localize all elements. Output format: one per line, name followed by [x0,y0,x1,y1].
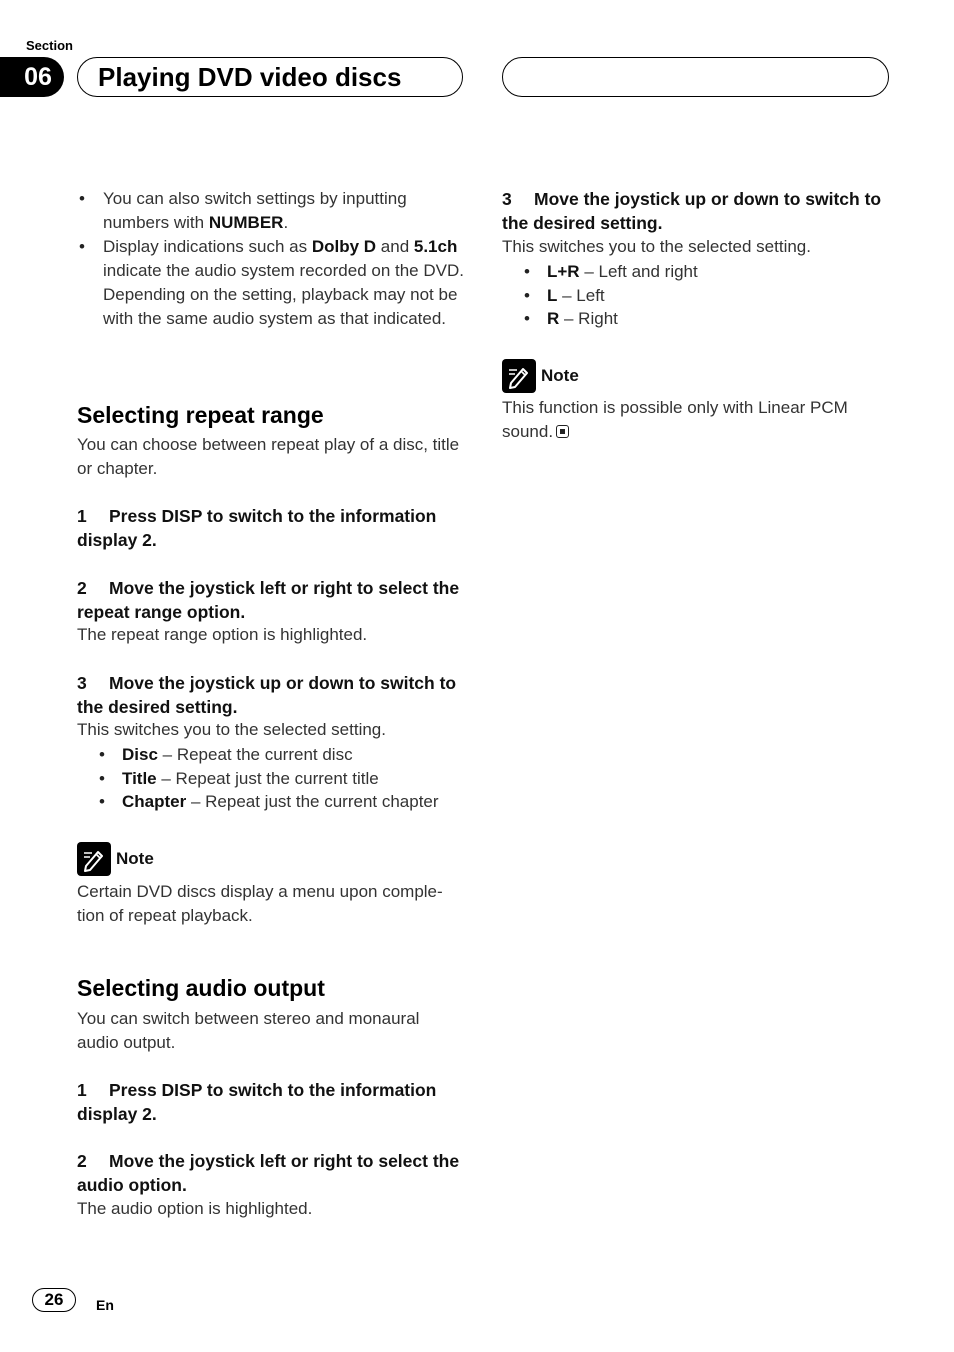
list-item [77,187,465,235]
option-term: Title [122,768,157,788]
audio-step-2-desc: The audio option is highlighted. [77,1199,313,1218]
section-heading-repeat: Selecting repeat range [77,402,324,428]
step-number: 1 [77,1080,87,1100]
note-title: Note [541,366,579,385]
audio-step-3 [502,187,890,235]
step-number: 2 [77,1151,87,1171]
section-label: Section [26,38,73,53]
step-text: Move the joystick left or right to select the audio option. [77,1151,460,1195]
list-item [77,767,465,791]
audio-step-1 [77,1078,465,1126]
option-desc: – Right [559,309,618,328]
bullet-bold-term: NUMBER [208,213,284,232]
step-text: Move the joystick up or down to switch to the desired setting. [77,673,457,717]
option-desc: – Repeat the current disc [157,745,353,764]
list-item [502,307,890,331]
audio-step-2 [77,1149,465,1197]
list-item [77,790,465,814]
language-label: En [96,1297,114,1313]
list-item [502,260,890,284]
bullet-text: You can also switch settings by inputting numbers with [103,189,407,232]
list-item [77,235,465,331]
header-blank-box [502,57,889,97]
section-heading-audio: Selecting audio output [77,975,325,1001]
note-text: This function is possible only with Linear PCM sound. [502,398,848,441]
bullet-text: indicate the audio system recorded on the DVD. Depending on the setting, playback may not be with the same audio system as that indicated. [103,261,464,328]
option-term: Disc [122,745,158,764]
bullet-text: . [283,213,289,232]
step-text: Move the joystick up or down to switch to the desired setting. [502,189,882,233]
audio-intro: You can switch between stereo and monaural audio output. [77,1009,420,1052]
audio-options-list [502,260,890,331]
option-desc: – Repeat just the current chapter [186,792,439,811]
repeat-step-2-desc: The repeat range option is highlighted. [77,625,368,644]
option-term: L+R [547,262,580,281]
bullet-text: and [376,237,414,256]
repeat-step-2 [77,576,465,624]
option-term: R [547,309,560,328]
option-term: L [547,285,558,305]
note-pencil-icon [502,359,536,393]
option-desc: – Left [557,285,605,305]
repeat-step-3 [77,671,465,719]
step-number: 3 [77,673,87,693]
repeat-note-text: Certain DVD discs display a menu upon comple-tion of repeat playback. [77,882,443,925]
bullet-text: Display indications such as [103,237,312,256]
step-text: Move the joystick left or right to select the repeat range option. [77,578,460,622]
repeat-note-header [77,842,465,876]
note-pencil-icon [77,842,111,876]
audio-note-text [502,396,890,444]
page-number: 26 [32,1288,76,1312]
repeat-intro: You can choose between repeat play of a disc, title or chapter. [77,435,460,478]
list-item [502,284,890,308]
step-text: Press DISP to switch to the information display 2. [77,506,437,550]
section-number-tab: 06 [0,57,64,97]
audio-note-header [502,359,890,393]
option-desc: – Repeat just the current title [156,768,379,788]
end-mark-icon [556,425,569,438]
step-number: 2 [77,578,87,598]
note-title: Note [116,849,154,868]
option-desc: – Left and right [579,262,698,281]
repeat-options-list [77,743,465,814]
bullet-bold-term: Dolby D [311,237,377,256]
repeat-step-1 [77,504,465,552]
step-number: 1 [77,506,87,526]
step-text: Press DISP to switch to the information display 2. [77,1080,437,1124]
list-item [77,743,465,767]
audio-step-3-desc: This switches you to the selected setting. [502,237,811,256]
page-title: Playing DVD video discs [77,57,463,97]
option-term: Chapter [122,792,187,811]
step-number: 3 [502,189,512,209]
repeat-step-3-desc: This switches you to the selected setting. [77,720,386,739]
intro-bullet-list [77,187,465,331]
bullet-bold-term: 5.1ch [413,237,458,256]
